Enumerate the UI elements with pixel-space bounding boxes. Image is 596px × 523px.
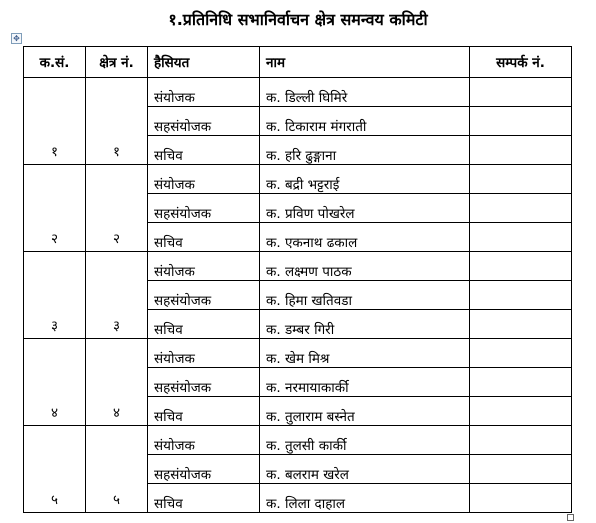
role-cell: सचिव (148, 484, 260, 513)
name-cell: क. लिला दाहाल (260, 484, 470, 513)
name-cell: क. तुलसी कार्की (260, 426, 470, 455)
name-cell: क. नरमायाकार्की (260, 368, 470, 397)
role-cell: सहसंयोजक (148, 281, 260, 310)
serial-number-cell: ४ (24, 339, 86, 426)
contact-cell[interactable] (470, 484, 572, 513)
contact-cell[interactable] (470, 252, 572, 281)
committee-table (23, 46, 572, 513)
contact-cell[interactable] (470, 78, 572, 107)
serial-number-cell: ५ (24, 426, 86, 513)
name-cell: क. लक्ष्मण पाठक (260, 252, 470, 281)
table-move-handle-icon[interactable]: ✥ (11, 33, 22, 44)
name-cell: क. बद्री भट्टराई (260, 165, 470, 194)
area-number-cell: ४ (86, 339, 148, 426)
serial-number-cell: २ (24, 165, 86, 252)
table-row (24, 252, 572, 281)
area-number-cell: १ (86, 78, 148, 165)
contact-cell[interactable] (470, 368, 572, 397)
table-resize-handle[interactable] (567, 514, 574, 521)
contact-cell[interactable] (470, 136, 572, 165)
contact-cell[interactable] (470, 194, 572, 223)
table-body (24, 78, 572, 513)
role-cell: सचिव (148, 136, 260, 165)
role-cell: सचिव (148, 223, 260, 252)
role-cell: सहसंयोजक (148, 368, 260, 397)
contact-cell[interactable] (470, 281, 572, 310)
table-row (24, 78, 572, 107)
header-name: नाम (260, 47, 470, 78)
table-row (24, 339, 572, 368)
document-title: १.प्रतिनिधि सभानिर्वाचन क्षेत्र समन्वय कमिटी (168, 10, 428, 29)
contact-cell[interactable] (470, 223, 572, 252)
contact-cell[interactable] (470, 397, 572, 426)
table-header-row (24, 47, 572, 78)
contact-cell[interactable] (470, 339, 572, 368)
name-cell: क. खेम मिश्र (260, 339, 470, 368)
table-row (24, 165, 572, 194)
name-cell: क. बलराम खरेल (260, 455, 470, 484)
header-sn: क.सं. (24, 47, 86, 78)
role-cell: सचिव (148, 310, 260, 339)
name-cell: क. डिल्ली घिमिरे (260, 78, 470, 107)
serial-number-cell: १ (24, 78, 86, 165)
name-cell: क. तुलाराम बस्नेत (260, 397, 470, 426)
serial-number-cell: ३ (24, 252, 86, 339)
name-cell: क. एकनाथ ढकाल (260, 223, 470, 252)
contact-cell[interactable] (470, 107, 572, 136)
name-cell: क. हरि ढुङ्गाना (260, 136, 470, 165)
name-cell: क. हिमा खतिवडा (260, 281, 470, 310)
table-row (24, 426, 572, 455)
contact-cell[interactable] (470, 426, 572, 455)
header-contact: सम्पर्क नं. (470, 47, 572, 78)
name-cell: क. डम्बर गिरी (260, 310, 470, 339)
name-cell: क. टिकाराम मंगराती (260, 107, 470, 136)
name-cell: क. प्रविण पोखरेल (260, 194, 470, 223)
role-cell: संयोजक (148, 165, 260, 194)
contact-cell[interactable] (470, 165, 572, 194)
role-cell: सहसंयोजक (148, 194, 260, 223)
header-area: क्षेत्र नं. (86, 47, 148, 78)
role-cell: सहसंयोजक (148, 107, 260, 136)
role-cell: संयोजक (148, 339, 260, 368)
role-cell: संयोजक (148, 78, 260, 107)
role-cell: सचिव (148, 397, 260, 426)
area-number-cell: ३ (86, 252, 148, 339)
contact-cell[interactable] (470, 310, 572, 339)
contact-cell[interactable] (470, 455, 572, 484)
role-cell: संयोजक (148, 426, 260, 455)
role-cell: संयोजक (148, 252, 260, 281)
header-role: हैसियत (148, 47, 260, 78)
area-number-cell: ५ (86, 426, 148, 513)
area-number-cell: २ (86, 165, 148, 252)
role-cell: सहसंयोजक (148, 455, 260, 484)
